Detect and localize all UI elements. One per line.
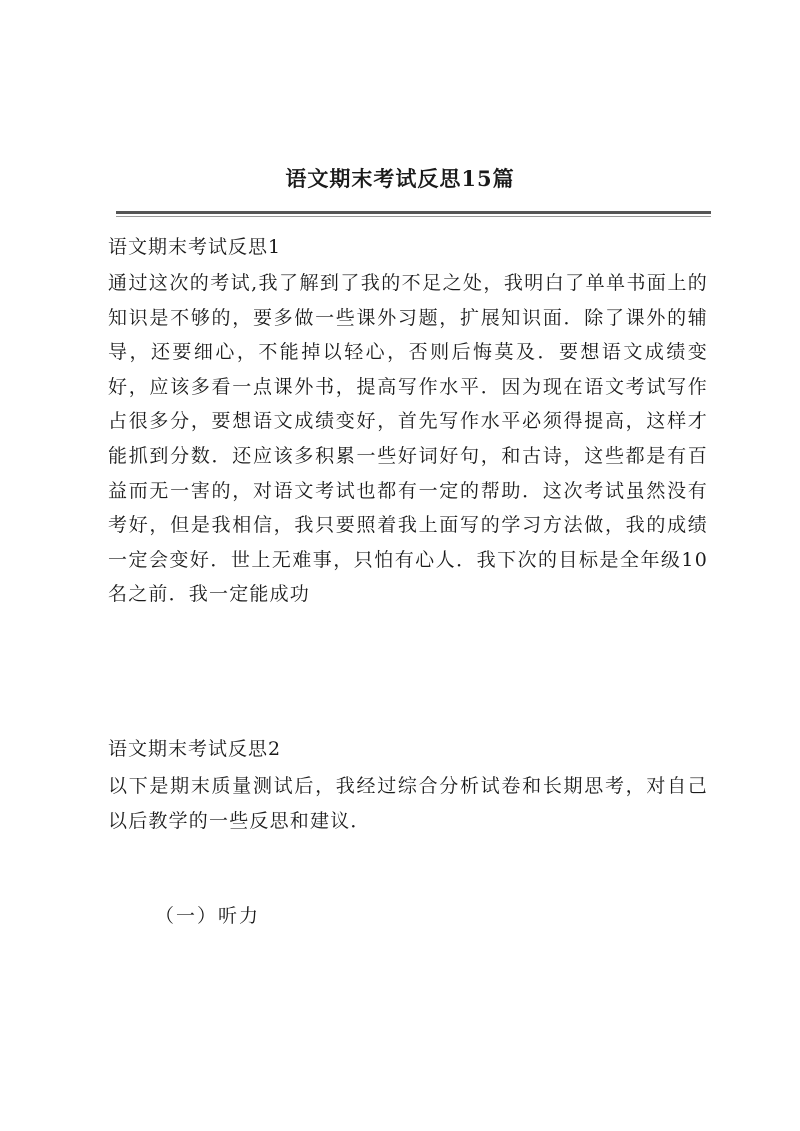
section-body-1: 通过这次的考试,我了解到了我的不足之处，我明白了单单书面上的知识是不够的，要多做一些课外习题，扩展知识面．除了课外的辅导，还要细心，不能掉以轻心，否则后悔莫及．要想语文成绩变好，应该多看一点课外书，提高写作水平．因为现在语文考试写作占很多分，要想语文成绩变好，首先写作水平必须得提高，这样才能抓到分数．还应该多积累一些好词好句，和古诗，这些都是有百益而无一害的，对语文考试也都有一定的帮助．这次考试虽然没有考好，但是我相信，我只要照着我上面写的学习方法做，我的成绩一定会变好．世上无难事，只怕有心人．我下次的目标是全年级10名之前．我一定能成功	[108, 272, 708, 606]
document-title: 语文期末考试反思15篇	[285, 166, 515, 191]
section-heading-1: 语文期末考试反思1	[108, 236, 282, 258]
section-body-2: 以下是期末质量测试后，我经过综合分析试卷和长期思考，对自己以后教学的一些反思和建议．	[108, 775, 708, 832]
section-heading-2: 语文期末考试反思2	[108, 738, 282, 760]
title-divider	[116, 211, 711, 214]
subheading-listening: （一）听力	[155, 905, 261, 927]
